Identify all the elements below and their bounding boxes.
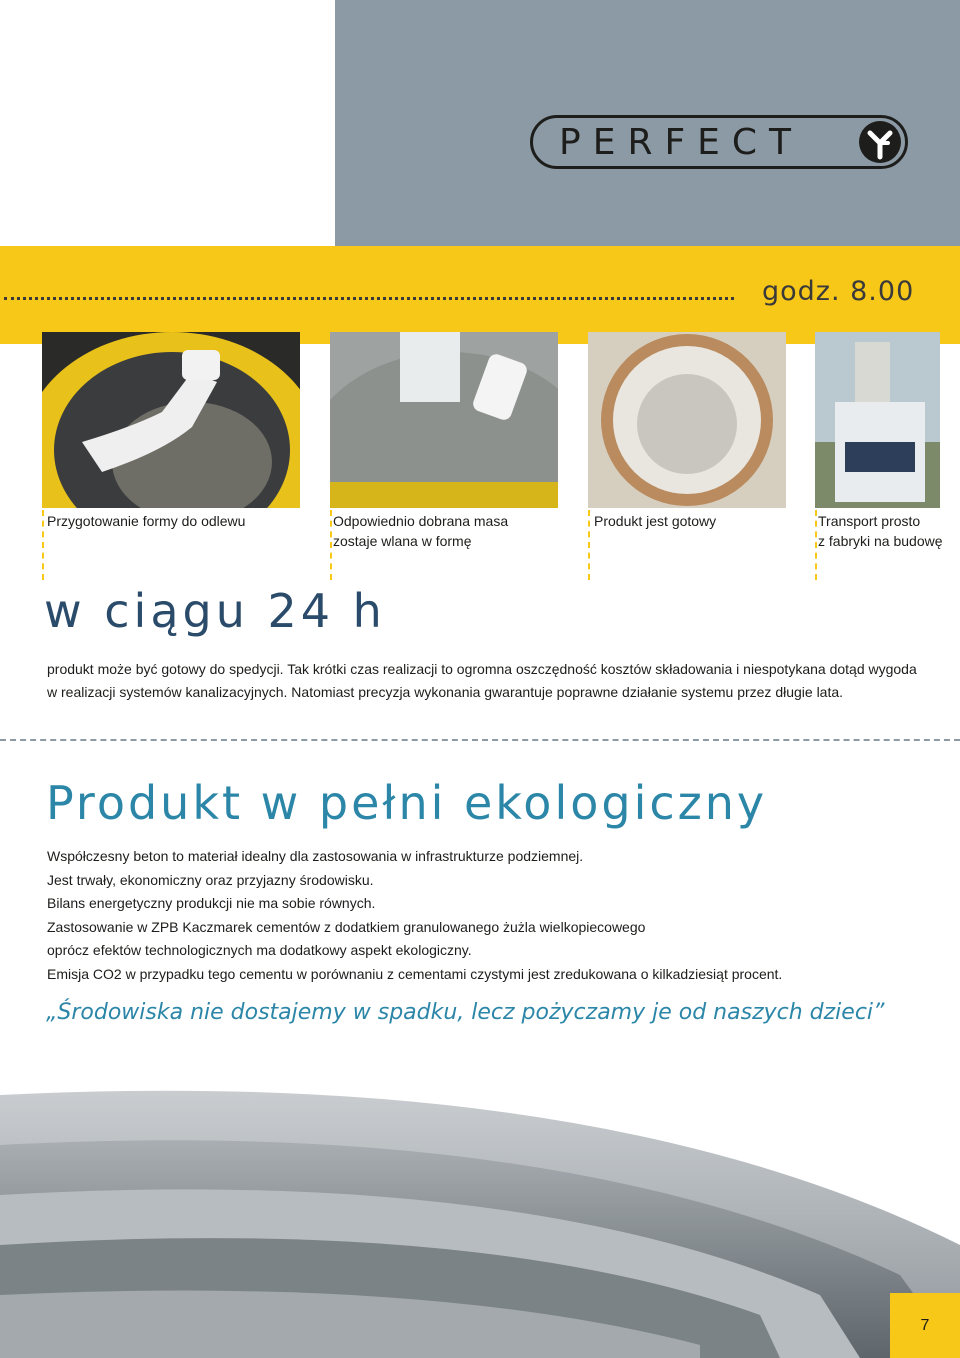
tree-junction-icon (859, 121, 901, 163)
photo-truck-transport (815, 332, 940, 508)
time-label: godz. 8.00 (762, 276, 915, 307)
dotted-timeline (4, 297, 734, 300)
step-tick (815, 510, 817, 580)
step-caption: Transport prosto z fabryki na budowę (818, 513, 943, 549)
step-caption: Przygotowanie formy do odlewu (47, 513, 246, 529)
page-number: 7 (920, 1316, 930, 1334)
perfect-logo (530, 115, 908, 169)
step-caption: Produkt jest gotowy (594, 513, 717, 529)
photo-mould-preparation (42, 332, 300, 508)
dashed-divider (0, 739, 960, 741)
step-tick (330, 510, 332, 580)
step-tick (42, 510, 44, 580)
eco-quote: „Środowiska nie dostajemy w spadku, lecz pożyczamy je od naszych dzieci” (46, 1000, 885, 1025)
concrete-rings-image (0, 1075, 960, 1358)
step-caption: Odpowiednio dobrana masa zostaje wlana w formę (333, 513, 509, 549)
section-heading-eco: Produkt w pełni ekologiczny (46, 776, 768, 830)
page-number-box (890, 1293, 960, 1358)
section-heading-24h: w ciągu 24 h (44, 584, 386, 638)
eco-paragraph: Współczesny beton to materiał idealny dla zastosowania w infrastrukturze podziemnej. Jest trwały, ekonomiczny oraz przyjazny środowisku. Bilans energetyczny produkcji nie ma sobie równych. Zastosowanie w ZPB Kaczmarek cementów z dodatkiem granulowanego żużla wielkopiecowego oprócz efektów technologicznych ma dodatkowy aspekt ekologiczny. Emisja CO2 w przypadku tego cementu w porównaniu z cementami czystymi jest zredukowana o kilkadziesiąt procent. (47, 848, 783, 982)
photo-finished-product (588, 332, 786, 508)
intro-paragraph: produkt może być gotowy do spedycji. Tak krótki czas realizacji to ogromna oszczędność kosztów składowania i niespotykana dotąd wygoda w realizacji systemów kanalizacyjnych. Natomiast precyzja wykonania gwarantuje poprawne działanie systemu przez długie lata. (47, 661, 917, 700)
logo-text: PERFECT (559, 121, 804, 163)
step-tick (588, 510, 590, 580)
photo-concrete-pouring (330, 332, 558, 508)
